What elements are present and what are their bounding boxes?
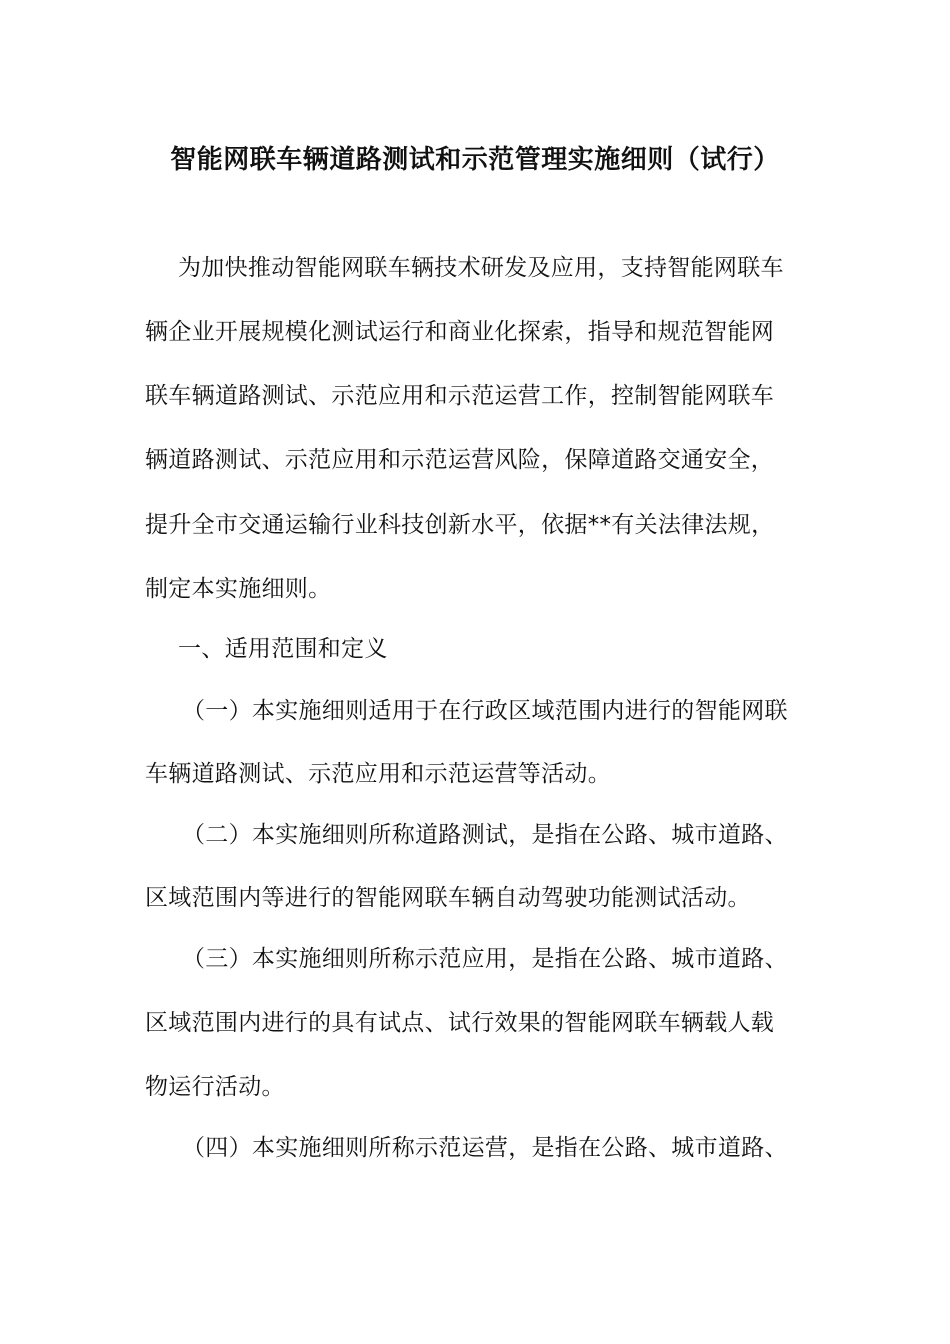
paragraph-line: （三）本实施细则所称示范应用，是指在公路、城市道路、 <box>182 946 788 972</box>
paragraph-line: 区域范围内等进行的智能网联车辆自动驾驶功能测试活动。 <box>145 885 751 911</box>
paragraph-line: 物运行活动。 <box>145 1074 285 1100</box>
section-heading: 一、适用范围和定义 <box>178 636 388 662</box>
paragraph-line: 制定本实施细则。 <box>145 576 332 602</box>
paragraph-line: 联车辆道路测试、示范应用和示范运营工作，控制智能网联车 <box>145 383 775 409</box>
paragraph-line: （四）本实施细则所称示范运营，是指在公路、城市道路、 <box>182 1135 788 1161</box>
paragraph-line: 提升全市交通运输行业科技创新水平，依据**有关法律法规， <box>145 512 775 538</box>
paragraph-line: 辆企业开展规模化测试运行和商业化探索，指导和规范智能网 <box>145 319 775 345</box>
paragraph-line: （一）本实施细则适用于在行政区域范围内进行的智能网联 <box>182 698 788 724</box>
paragraph-line: 区域范围内进行的具有试点、试行效果的智能网联车辆载人载 <box>145 1010 775 1036</box>
paragraph-line: （二）本实施细则所称道路测试，是指在公路、城市道路、 <box>182 822 788 848</box>
paragraph-line: 辆道路测试、示范应用和示范运营风险，保障道路交通安全， <box>145 447 775 473</box>
document-title: 智能网联车辆道路测试和示范管理实施细则（试行） <box>170 145 780 175</box>
paragraph-line: 车辆道路测试、示范应用和示范运营等活动。 <box>145 761 611 787</box>
paragraph-line: 为加快推动智能网联车辆技术研发及应用，支持智能网联车 <box>178 255 784 281</box>
